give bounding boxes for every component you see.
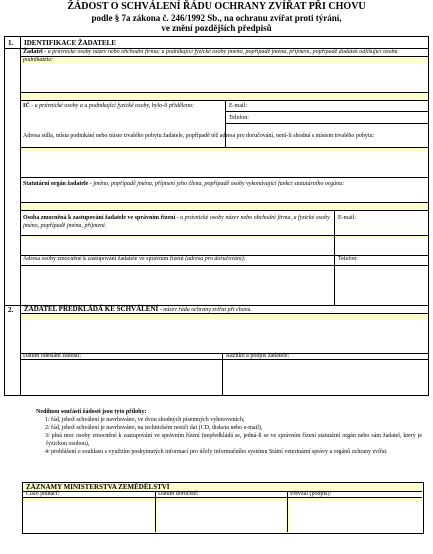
rep-address-field[interactable] [22,265,333,305]
ic-label: IČ - u právnické osoby a u podnikající fyzické osoby, bylo-li přiděleno: [23,103,194,109]
phone-label: Telefon: [229,115,249,121]
title-line-2: podle § 7a zákona č. 246/1992 Sb., na ochranu zvířat proti týrání, [91,12,342,23]
section-2-heading: ŽADATEL PŘEDKLÁDÁ KE SCHVÁLENÍ - název řádu ochrany zvířat při chovu. [24,305,252,313]
email-field[interactable] [227,111,428,122]
attachment-item: 1/ řád, jehož schválení je navrhováno, ve dvou shodných písemných vyhotoveních, [45,417,245,423]
date-label: Datum odeslání žádosti: [23,353,81,359]
section-2-number: 2. [8,306,14,314]
applicant-label: Žadatel - u právnické osoby název nebo obchodní firma; u podnikající fyzické osoby jméno, popřípadě jména, příjmení, popřípadě dodatek odlišující osobu podnikatele: [23,49,398,63]
ministry-records [22,482,424,534]
submission-field[interactable] [22,320,428,353]
section-1-heading: IDENTIFIKACE ŽADATELE [24,39,116,47]
applicant-name-field[interactable] [22,64,428,92]
application-form [4,36,429,396]
attachment-item: 2/ řád, jehož schválení je navrhováno, na technickém nosiči dat (CD, disketa nebo e-mail), [45,425,263,431]
received-by-label: Převzal (podpis): [290,491,332,497]
ref-number-field[interactable] [23,501,154,532]
representative-label: Osoba zmocněná k zastupování žadatele ve správním řízení - u právnické osoby název nebo obchodní firma, u fyzické osoby jméno, popřípadě jména, příjmení. [23,215,330,229]
received-by-field[interactable] [289,501,422,532]
address-label: Adresa sídla, místa podnikání nebo místo trvalého pobytu žadatele, popřípadě též adresa pro doručování, není-li shodná s místem trvalého pobytu: [23,133,375,139]
title-line-1: ŽÁDOST O SCHVÁLENÍ ŘÁDU OCHRANY ZVÍŘAT PŘI CHOVU [67,1,366,12]
rep-phone-field[interactable] [336,265,428,305]
delivery-date-label: Datum doručení: [158,491,199,497]
title-line-3: ve znění pozdějších předpisů [161,23,272,33]
rep-email-field[interactable] [336,237,428,255]
rep-email-label: E-mail: [338,215,356,221]
registry-heading: ZÁZNAMY MINISTERSTVA ZEMĚDĚLSTVÍ [26,483,170,491]
delivery-date-field[interactable] [157,501,286,532]
signature-label: Razítko a podpis žadatele: [226,353,290,359]
rep-address-label: Adresa osoby zmocněné k zastupování žadatele ve správním řízení (adresa pro doručování): [23,256,246,262]
attachment-item: 4/ prohlášení o souhlasu s využitím poskytnutých informací pro účely informačního systému Státní veterinární správy a orgánů ochrany zvířat. [45,449,388,455]
statutory-label: Statutární orgán žadatele - jméno, popřípadě jména, příjmení jeho člena, popřípadě osoby vykonávající funkci statutárního orgánu: [23,181,345,187]
attachments-list [34,408,422,456]
rep-phone-label: Telefon: [338,256,358,262]
attachments-heading: Nedílnou součástí žádosti jsou tyto přílohy: [36,409,147,415]
signature-field[interactable] [224,359,428,395]
document-title [0,2,433,34]
date-field[interactable] [22,359,221,395]
address-field[interactable] [22,151,428,177]
ref-number-label: Číslo jednací: [26,491,60,497]
email-label: E-mail: [229,103,247,109]
section-1-number: 1. [8,39,14,47]
attachment-item: 3/ plná moc osoby zmocněné k zastupování ve správním řízení (nepředkládá se, jedná-li se ve správním řízení statutární orgán nebo sám žadatel, který je fyzickou osobou), [45,433,422,447]
representative-field[interactable] [22,237,333,255]
